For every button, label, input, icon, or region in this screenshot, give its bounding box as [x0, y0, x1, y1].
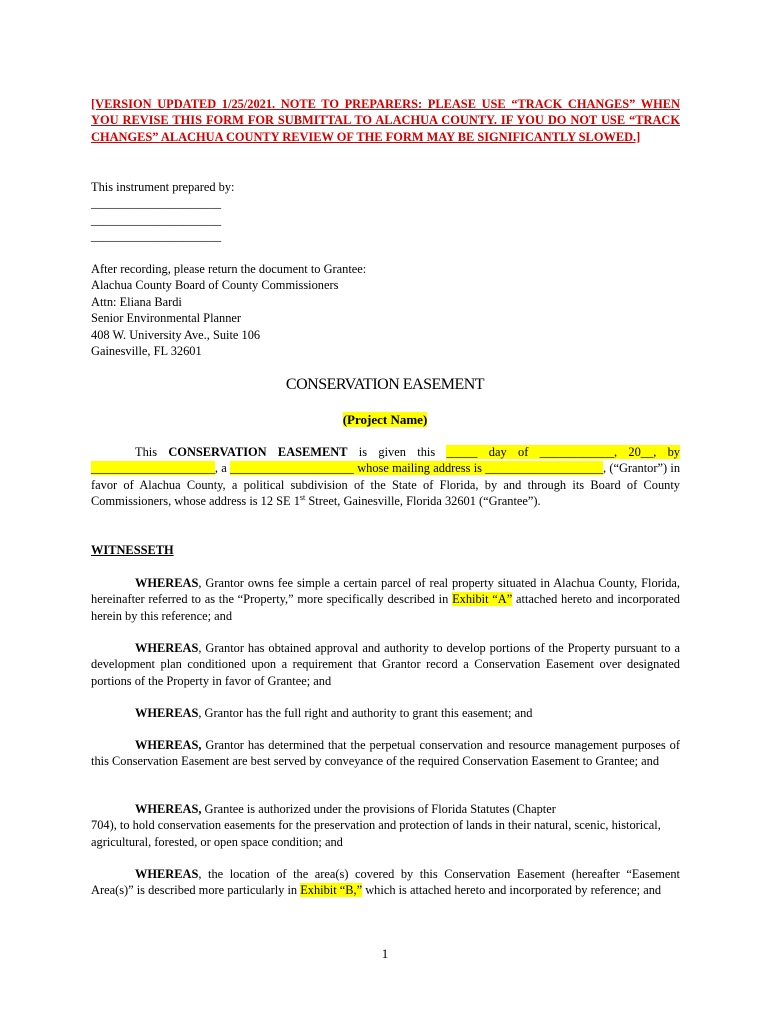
whereas-4-text: Grantor has determined that the perpetual conservation and resource management purposes of this Conservation Easement are best served by conveyance of the required Conservation Easement to Grantee; and [91, 738, 680, 769]
return-org: Alachua County Board of County Commissioners [91, 278, 339, 293]
whereas-paragraph-6 [91, 866, 680, 899]
whereas-1-text: , Grantor owns fee simple a certain parcel of real property situated in Alachua County, Florida, hereinafter referred to as the “Property,” more specifically described in [91, 576, 680, 607]
whereas-6-text: , the location of the area(s) covered by this Conservation Easement (hereafter “Easement Area(s)” is described more particularly in [91, 867, 680, 898]
intro-paragraph [91, 444, 680, 510]
whereas-label: WHEREAS [135, 641, 199, 655]
intro-ordinal: st [299, 493, 306, 503]
whereas-3-text: , Grantor has the full right and authority to grant this easement; and [198, 706, 533, 720]
whereas-2-text: , Grantor has obtained approval and authority to develop portions of the Property pursuant to a development plan conditioned upon a requirement that Grantor record a Conservation Easement over designated portions of the Property in favor of Grantee; and [91, 641, 680, 688]
whereas-paragraph-1 [91, 575, 680, 624]
whereas-label: WHEREAS, [135, 738, 202, 752]
intro-text-c: is given this [347, 445, 447, 459]
return-instruction: After recording, please return the document to Grantee: [91, 262, 367, 276]
project-name-placeholder [0, 412, 770, 428]
whereas-label: WHEREAS, [135, 802, 202, 816]
whereas-1-tail: attached hereto and incorporated herein by this reference; and [91, 592, 680, 623]
whereas-5-text-a: Grantee is authorized under the provisions of Florida Statutes (Chapter [201, 802, 556, 816]
intro-easement-bold: CONSERVATION EASEMENT [168, 445, 348, 459]
return-city: Gainesville, FL 32601 [91, 344, 202, 359]
whereas-5-text-b: 704), to hold conservation easements for the preservation and protection of lands in their natural, scenic, historical, agricultural, forested, or open space condition; and [91, 818, 661, 849]
witnesseth-heading: WITNESSETH [91, 543, 174, 557]
whereas-label: WHEREAS [135, 706, 199, 720]
intro-date-blank: _____ day of ____________, 20__, by ____________________ [91, 445, 681, 476]
page-number: 1 [381, 946, 389, 961]
return-attn: Attn: Eliana Bardi [91, 294, 182, 309]
preparer-notice: [VERSION UPDATED 1/25/2021. NOTE TO PREPARERS: PLEASE USE “TRACK CHANGES” WHEN YOU REVISE THIS FORM FOR SUBMITTAL TO ALACHUA COUNTY. IF YOU DO NOT USE “TRACK CHANGES” ALACHUA COUNTY REVIEW OF THE FORM MAY BE SIGNIFICANTLY SLOWED.] [91, 97, 680, 144]
whereas-label: WHEREAS [135, 867, 199, 881]
intro-text-a: This [135, 445, 169, 459]
prepared-by-label: This instrument prepared by: [91, 180, 235, 194]
return-address-block [91, 261, 680, 359]
intro-text-h: Street, Gainesville, Florida 32601 (“Grantee”). [305, 494, 541, 509]
document-title: CONSERVATION EASEMENT [285, 376, 485, 393]
intro-text-e: , a [214, 461, 231, 476]
return-title: Senior Environmental Planner [91, 311, 242, 326]
whereas-paragraph-3 [91, 705, 680, 721]
whereas-label: WHEREAS [135, 576, 199, 590]
whereas-paragraph-2 [91, 640, 680, 689]
return-street: 408 W. University Ave., Suite 106 [91, 327, 261, 342]
prepared-by-block [91, 179, 680, 245]
project-name-text: (Project Name) [342, 412, 428, 427]
preparer-blank-2: _____________________ [91, 212, 222, 227]
whereas-paragraph-5 [91, 801, 680, 850]
preparer-blank-1: _____________________ [91, 196, 222, 211]
whereas-paragraph-4 [91, 737, 680, 770]
intro-address-blank: ____________________ whose mailing address is ___________________ [230, 461, 603, 476]
exhibit-a-ref: Exhibit “A” [452, 592, 513, 607]
whereas-6-tail: which is attached hereto and incorporated by reference; and [362, 883, 662, 898]
exhibit-b-ref: Exhibit “B,” [300, 883, 363, 898]
intro-text-g: , (“Grantor”) in favor of Alachua County, a political subdivision of the State of Florida, by and through its Board of County Commissioners, whose address is 12 SE 1 [91, 461, 681, 509]
preparer-blank-3: _____________________ [91, 229, 222, 244]
